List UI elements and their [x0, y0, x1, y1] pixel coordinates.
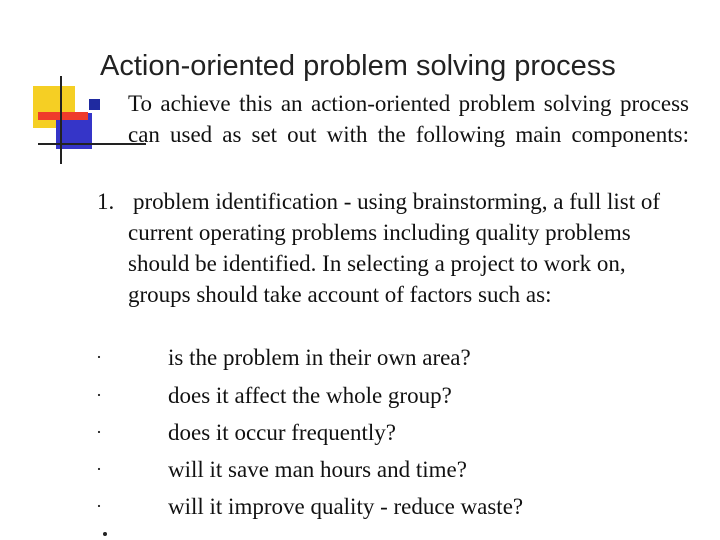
bullet-dot-icon: ·: [96, 459, 102, 479]
list-item: will it save man hours and time?: [168, 457, 467, 482]
bullet-dot-icon: ·: [96, 385, 102, 405]
list-item: will it improve quality ‑ reduce waste?: [168, 494, 524, 519]
bullet-dot-icon: ·: [96, 422, 102, 442]
step-number: 1.: [97, 189, 115, 214]
bullet-dot-icon: ·: [96, 496, 102, 516]
square-bullet-icon: [89, 99, 100, 110]
slide-title: Action‑oriented problem solving process: [100, 50, 616, 82]
intro-bullet-text: To achieve this an action‑oriented problem solving process can used as set out with the following main components:: [128, 91, 689, 147]
decor-line-vertical: [60, 76, 62, 164]
list-item: is the problem in their own area?: [168, 345, 471, 370]
decor-bar-red: [38, 112, 88, 120]
list-item: does it affect the whole group?: [168, 383, 452, 408]
partial-bullet-dot-icon: [103, 532, 107, 536]
step-text-body: problem identification ‑ using brainstorming, a full list of current operating problems including quality problems should be identified. In selecting a project to work on, groups should take account of factors such as:: [128, 189, 660, 307]
bullet-dot-icon: ·: [96, 347, 102, 367]
list-item: does it occur frequently?: [168, 420, 396, 445]
step-text: [128, 186, 693, 310]
